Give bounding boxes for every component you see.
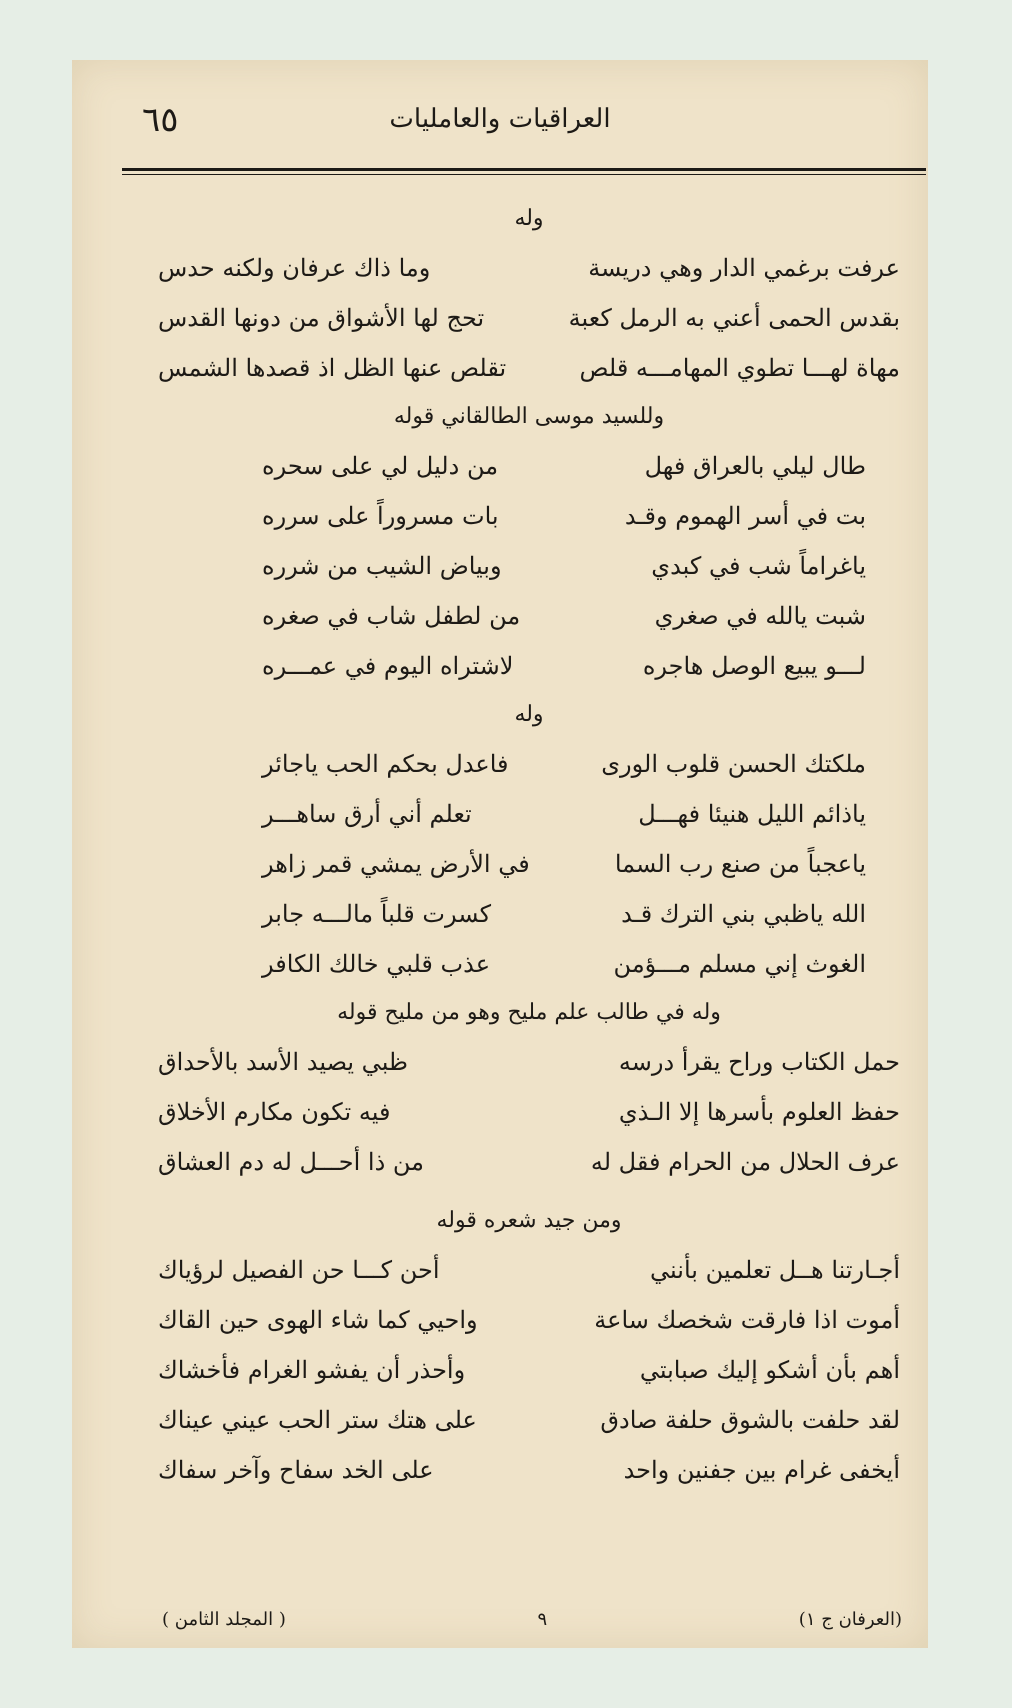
verse-first-hemistich: الله ياظبي بني الترك قـد [621, 900, 866, 928]
verse-first-hemistich: مهاة لهـــا تطوي المهامـــه قلص [579, 354, 900, 382]
verse-first-hemistich: ياذائم الليل هنيئا فهـــل [638, 800, 866, 828]
verse-line [152, 1087, 906, 1137]
poem-content [152, 195, 906, 1495]
verse-first-hemistich: لقد حلفت بالشوق حلفة صادق [600, 1406, 900, 1434]
verse-second-hemistich: وبياض الشيب من شرره [262, 552, 502, 580]
verse-first-hemistich: بقدس الحمى أعني به الرمل كعبة [568, 304, 900, 332]
verse-second-hemistich: وما ذاك عرفان ولكنه حدس [158, 254, 431, 282]
verse-second-hemistich: تحج لها الأشواق من دونها القدس [158, 304, 485, 332]
verse-line [152, 343, 906, 393]
verse-second-hemistich: كسرت قلباً مالـــه جابر [262, 900, 492, 928]
verse-first-hemistich: طال ليلي بالعراق فهل [644, 452, 866, 480]
verse-first-hemistich: ملكتك الحسن قلوب الورى [601, 750, 866, 778]
verse-second-hemistich: على هتك ستر الحب عيني عيناك [158, 1406, 477, 1434]
verse-line [152, 1445, 906, 1495]
verse-line [152, 1037, 906, 1087]
footer-journal-issue: (العرفان ج ١) [798, 1609, 902, 1630]
verse-first-hemistich: لـــو يبيع الوصل هاجره [642, 652, 866, 680]
verse-line [152, 1395, 906, 1445]
verse-first-hemistich: شبت يالله في صغري [654, 602, 866, 630]
verse-line [152, 839, 906, 889]
verse-first-hemistich: عرفت برغمي الدار وهي دريسة [588, 254, 900, 282]
verse-line [152, 889, 906, 939]
verse-first-hemistich: الغوث إني مسلم مـــؤمن [613, 950, 866, 978]
verse-first-hemistich: بت في أسر الهموم وقـد [624, 502, 866, 530]
book-page [72, 60, 928, 1648]
section-heading: ومن جيد شعره قوله [436, 1208, 622, 1233]
verse-second-hemistich: لاشتراه اليوم في عمـــره [262, 652, 514, 680]
verse-first-hemistich: أجـارتنا هــل تعلمين بأنني [650, 1256, 900, 1284]
verse-second-hemistich: فاعدل بحكم الحب ياجائر [262, 750, 509, 778]
verse-first-hemistich: أهم بأن أشكو إليك صبابتي [639, 1356, 900, 1384]
verse-first-hemistich: أيخفى غرام بين جفنين واحد [623, 1456, 900, 1484]
verse-second-hemistich: وأحذر أن يفشو الغرام فأخشاك [158, 1356, 466, 1384]
verse-line [152, 591, 906, 641]
footer-volume: ( المجلد الثامن ) [162, 1609, 286, 1630]
verse-second-hemistich: من ذا أحـــل له دم العشاق [158, 1148, 425, 1176]
section-heading: وللسيد موسى الطالقاني قوله [393, 404, 665, 429]
verse-second-hemistich: تعلم أني أرق ساهـــر [262, 800, 472, 828]
verse-second-hemistich: من لطفل شاب في صغره [262, 602, 521, 630]
verse-line [152, 1245, 906, 1295]
verse-second-hemistich: بات مسروراً على سرره [262, 502, 499, 530]
verse-line [152, 541, 906, 591]
verse-line [152, 491, 906, 541]
verse-first-hemistich: حمل الكتاب وراح يقرأ درسه [618, 1048, 900, 1076]
verse-first-hemistich: أموت اذا فارقت شخصك ساعة [594, 1306, 900, 1334]
section-heading: وله في طالب علم مليح وهو من مليح قوله [337, 1000, 721, 1025]
verse-line [152, 1295, 906, 1345]
verse-second-hemistich: في الأرض يمشي قمر زاهر [262, 850, 530, 878]
verse-first-hemistich: حفظ العلوم بأسرها إلا الـذي [618, 1098, 900, 1126]
header-rule [122, 168, 926, 171]
footer-signature-number: ٩ [537, 1609, 548, 1630]
section-heading: وله [514, 206, 544, 231]
verse-line [152, 243, 906, 293]
verse-second-hemistich: تقلص عنها الظل اذ قصدها الشمس [158, 354, 507, 382]
verse-first-hemistich: ياعجباً من صنع رب السما [614, 850, 866, 878]
header-rule-thin [122, 174, 926, 175]
verse-line [152, 739, 906, 789]
verse-line [152, 441, 906, 491]
verse-second-hemistich: ظبي يصيد الأسد بالأحداق [158, 1048, 409, 1076]
verse-second-hemistich: عذب قلبي خالك الكافر [262, 950, 491, 978]
verse-second-hemistich: على الخد سفاح وآخر سفاك [158, 1456, 434, 1484]
verse-line [152, 1137, 906, 1187]
verse-line [152, 939, 906, 989]
verse-line [152, 293, 906, 343]
verse-second-hemistich: واحيي كما شاء الهوى حين القاك [158, 1306, 478, 1334]
section-heading: وله [514, 702, 544, 727]
verse-line [152, 789, 906, 839]
page-number: ٦٥ [142, 100, 179, 140]
running-header-title: العراقيات والعامليات [389, 104, 611, 134]
verse-second-hemistich: من دليل لي على سحره [262, 452, 499, 480]
verse-first-hemistich: عرف الحلال من الحرام فقل له [590, 1148, 900, 1176]
page-footer [162, 1609, 902, 1630]
verse-second-hemistich: أحن كـــا حن الفصيل لرؤياك [158, 1256, 440, 1284]
verse-line [152, 641, 906, 691]
verse-second-hemistich: فيه تكون مكارم الأخلاق [158, 1098, 391, 1126]
verse-line [152, 1345, 906, 1395]
verse-first-hemistich: ياغراماً شب في كبدي [651, 552, 866, 580]
